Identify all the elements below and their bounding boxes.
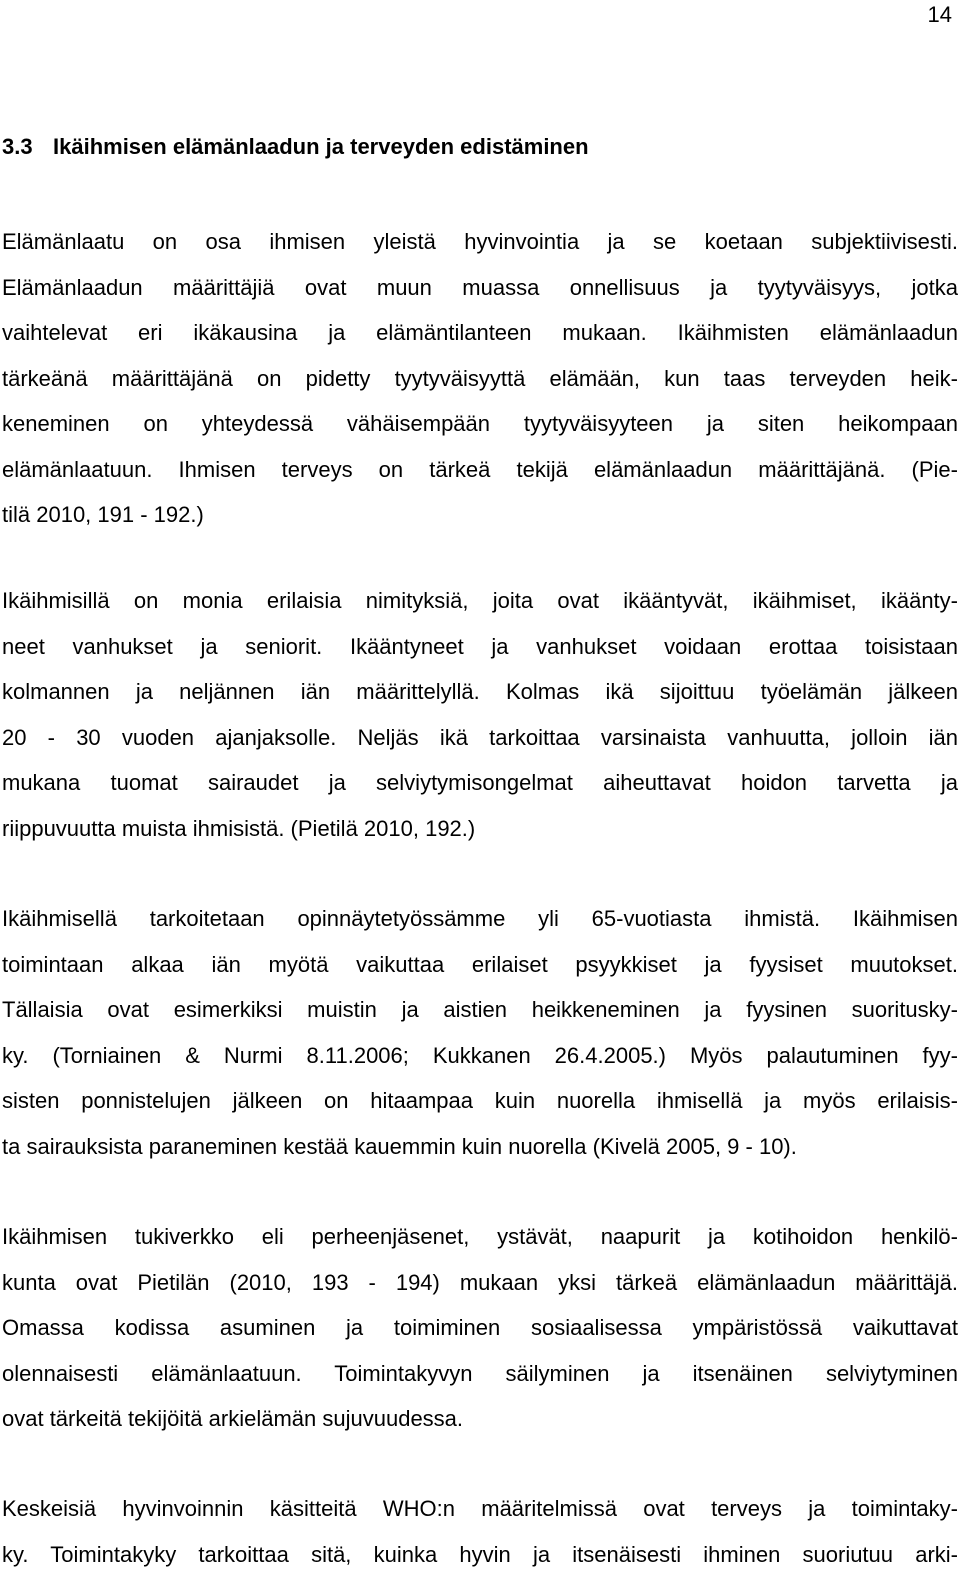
paragraph-support-network [2, 1214, 958, 1442]
text-line: kunta ovat Pietilän (2010, 193 - 194) mukaan yksi tärkeä elämänlaadun määrittäjä. [2, 1260, 958, 1306]
text-line: 20 - 30 vuoden ajanjaksolle. Neljäs ikä tarkoittaa varsinaista vanhuutta, jolloin iän [2, 715, 958, 761]
text-line: Keskeisiä hyvinvoinnin käsitteitä WHO:n määritelmissä ovat terveys ja toimintaky- [2, 1486, 958, 1532]
text-line: olennaisesti elämänlaatuun. Toimintakyvyn säilyminen ja itsenäinen selviytyminen [2, 1351, 958, 1397]
section-title: Ikäihmisen elämänlaadun ja terveyden edistäminen [53, 134, 589, 159]
text-line: Elämänlaadun määrittäjiä ovat muun muassa onnellisuus ja tyytyväisyys, jotka [2, 265, 958, 311]
text-line: Ikäihmisellä tarkoitetaan opinnäytetyössämme yli 65-vuotiasta ihmistä. Ikäihmisen [2, 896, 958, 942]
paragraph-elderly-terms [2, 578, 958, 851]
text-line: keneminen on yhteydessä vähäisempään tyytyväisyyteen ja siten heikompaan [2, 401, 958, 447]
text-line: mukana tuomat sairaudet ja selviytymisongelmat aiheuttavat hoidon tarvetta ja [2, 760, 958, 806]
text-line: kolmannen ja neljännen iän määrittelyllä. Kolmas ikä sijoittuu työelämän jälkeen [2, 669, 958, 715]
text-line: Ikäihmisen tukiverkko eli perheenjäsenet, ystävät, naapurit ja kotihoidon henkilö- [2, 1214, 958, 1260]
text-line: ovat tärkeitä tekijöitä arkielämän sujuvuudessa. [2, 1396, 958, 1442]
text-line: riippuvuutta muista ihmisistä. (Pietilä 2010, 192.) [2, 806, 958, 852]
text-line: neet vanhukset ja seniorit. Ikääntyneet ja vanhukset voidaan erottaa toisistaan [2, 624, 958, 670]
text-line: sisten ponnistelujen jälkeen on hitaampaa kuin nuorella ihmisellä ja myös erilaisis- [2, 1078, 958, 1124]
section-heading [2, 130, 589, 164]
text-line: vaihtelevat eri ikäkausina ja elämäntilanteen mukaan. Ikäihmisten elämänlaadun [2, 310, 958, 356]
text-line: Tällaisia ovat esimerkiksi muistin ja aistien heikkeneminen ja fyysinen suoritusky- [2, 987, 958, 1033]
text-line: ky. (Torniainen & Nurmi 8.11.2006; Kukkanen 26.4.2005.) Myös palautuminen fyy- [2, 1033, 958, 1079]
paragraph-aging-changes [2, 896, 958, 1169]
paragraph-quality-of-life [2, 219, 958, 538]
text-line: ky. Toimintakyky tarkoittaa sitä, kuinka hyvin ja itsenäisesti ihminen suoriutuu arki- [2, 1532, 958, 1577]
text-line: Ikäihmisillä on monia erilaisia nimityksiä, joita ovat ikääntyvät, ikäihmiset, ikäänty- [2, 578, 958, 624]
text-line: ta sairauksista paraneminen kestää kauemmin kuin nuorella (Kivelä 2005, 9 - 10). [2, 1124, 958, 1170]
text-line: tärkeänä määrittäjänä on pidetty tyytyväisyyttä elämään, kun taas terveyden heik- [2, 356, 958, 402]
text-line: toimintaan alkaa iän myötä vaikuttaa erilaiset psyykkiset ja fyysiset muutokset. [2, 942, 958, 988]
text-line: elämänlaatuun. Ihmisen terveys on tärkeä tekijä elämänlaadun määrittäjänä. (Pie- [2, 447, 958, 493]
paragraph-who-definitions [2, 1486, 958, 1577]
text-line: tilä 2010, 191 - 192.) [2, 492, 958, 538]
section-number: 3.3 [2, 130, 53, 164]
text-line: Omassa kodissa asuminen ja toimiminen sosiaalisessa ympäristössä vaikuttavat [2, 1305, 958, 1351]
page-number: 14 [928, 2, 952, 28]
text-line: Elämänlaatu on osa ihmisen yleistä hyvinvointia ja se koetaan subjektiivisesti. [2, 219, 958, 265]
